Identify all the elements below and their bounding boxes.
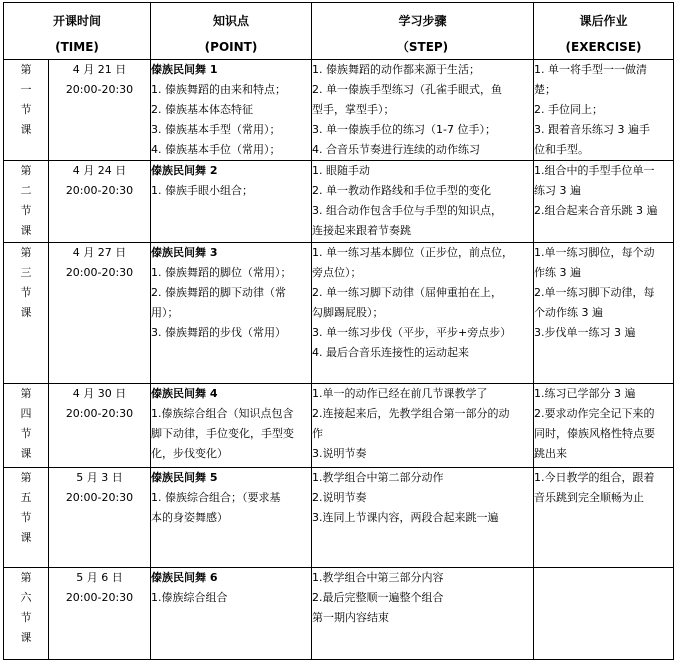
exercise-line: 同时，傣族风格性特点要 <box>534 427 656 440</box>
lesson-label <box>4 568 49 660</box>
lesson-label-char: 第 <box>20 387 32 400</box>
step-line: 勾脚踢屁股）； <box>312 306 384 319</box>
lesson-label <box>4 161 49 243</box>
lesson-date: 4 月 30 日 <box>72 387 127 400</box>
header-exercise-zh: 课后作业 <box>579 14 628 28</box>
lesson-label-char: 五 <box>20 491 32 504</box>
lesson-label <box>4 384 49 468</box>
point-cell <box>151 568 312 660</box>
header-step-en: （STEP) <box>396 40 449 54</box>
header-point <box>151 3 312 60</box>
lesson-label-char: 节 <box>20 286 32 299</box>
exercise-line: 2.要求动作完全记下来的 <box>534 407 655 420</box>
point-title: 傣族民间舞 3 <box>151 246 218 259</box>
lesson-label <box>4 468 49 568</box>
point-line: 用）； <box>151 306 179 319</box>
exercise-line: 2. 手位同上； <box>534 103 604 116</box>
schedule-table <box>3 2 674 660</box>
step-line: 2.说明节奏 <box>312 491 367 504</box>
point-line: 1. 傣族手眼小组合； <box>151 184 254 197</box>
lesson-label-char: 节 <box>20 427 32 440</box>
step-line: 1.单一的动作已经在前几节课教学了 <box>312 387 488 400</box>
exercise-line: 1. 单一将手型一一做清 <box>534 63 648 76</box>
step-line: 2. 单一练习脚下动律（屈伸重拍在上， <box>312 286 503 299</box>
exercise-line: 练习 3 遍 <box>534 184 582 197</box>
exercise-line: 2.组合起来合音乐跳 3 遍 <box>534 204 658 217</box>
lesson-time: 20:00-20:30 <box>65 83 134 96</box>
point-line: 3. 傣族基本手型（常用）； <box>151 123 281 136</box>
point-line: 1.傣族综合组合 <box>151 591 228 604</box>
point-line: 1. 傣族舞蹈的由来和特点； <box>151 83 287 96</box>
header-step-zh: 学习步骤 <box>398 14 447 28</box>
point-title: 傣族民间舞 6 <box>151 571 218 584</box>
step-line: 4. 合音乐节奏进行连续的动作练习 <box>312 143 481 156</box>
exercise-line: 1.今日教学的组合，跟着 <box>534 471 655 484</box>
point-line: 2. 傣族舞蹈的脚下动律（常 <box>151 286 287 299</box>
point-cell <box>151 384 312 468</box>
exercise-cell <box>534 161 674 243</box>
exercise-line: 个动作练 3 遍 <box>534 306 604 319</box>
step-line: 3. 组合动作包含手位与手型的知识点， <box>312 204 503 217</box>
lesson-label-char: 四 <box>20 407 32 420</box>
point-line: 1. 傣族综合组合；（要求基 <box>151 491 281 504</box>
lesson-label-char: 节 <box>20 611 32 624</box>
lesson-label <box>4 60 49 161</box>
header-row <box>4 3 674 60</box>
exercise-line: 1.组合中的手型手位单一 <box>534 164 655 177</box>
lesson-row <box>4 568 674 660</box>
point-cell <box>151 60 312 161</box>
lesson-time: 20:00-20:30 <box>65 266 134 279</box>
lesson-row <box>4 60 674 161</box>
lesson-label-char: 六 <box>20 591 32 604</box>
lesson-time: 20:00-20:30 <box>65 591 134 604</box>
point-cell <box>151 243 312 384</box>
lesson-row <box>4 243 674 384</box>
exercise-line: 1.单一练习脚位，每个动 <box>534 246 655 259</box>
lesson-label-char: 课 <box>20 531 32 544</box>
point-cell <box>151 468 312 568</box>
step-line: 2.连接起来后，先教学组合第一部分的动 <box>312 407 510 420</box>
step-cell <box>312 384 534 468</box>
step-line: 4. 最后合音乐连接性的运动起来 <box>312 346 470 359</box>
lesson-date: 4 月 21 日 <box>72 63 127 76</box>
lesson-date: 5 月 6 日 <box>76 571 123 584</box>
point-line: 2. 傣族基本体态特征 <box>151 103 254 116</box>
point-line: 1. 傣族舞蹈的脚位（常用）； <box>151 266 292 279</box>
exercise-cell <box>534 384 674 468</box>
lesson-row <box>4 161 674 243</box>
point-title: 傣族民间舞 5 <box>151 471 218 484</box>
lesson-label-char: 课 <box>20 447 32 460</box>
lesson-label-char: 第 <box>20 164 32 177</box>
header-point-en: (POINT) <box>204 40 258 54</box>
point-line: 4. 傣族基本手位（常用）； <box>151 143 281 156</box>
lesson-label <box>4 243 49 384</box>
lesson-label-char: 节 <box>20 103 32 116</box>
exercise-line: 1.练习已学部分 3 遍 <box>534 387 636 400</box>
lesson-label-char: 第 <box>20 63 32 76</box>
header-time-zh: 开课时间 <box>53 14 102 28</box>
step-line: 1.教学组合中第二部分动作 <box>312 471 444 484</box>
lesson-label-char: 第 <box>20 471 32 484</box>
exercise-line: 2.单一练习脚下动律，每 <box>534 286 655 299</box>
exercise-cell <box>534 568 674 660</box>
step-line: 型手，掌型手）； <box>312 103 395 116</box>
lesson-date: 5 月 3 日 <box>76 471 123 484</box>
step-line: 1.教学组合中第三部分内容 <box>312 571 444 584</box>
exercise-line: 楚； <box>534 83 557 96</box>
point-line: 3. 傣族舞蹈的步伐（常用） <box>151 326 287 339</box>
lesson-datetime <box>49 60 151 161</box>
point-title: 傣族民间舞 4 <box>151 387 218 400</box>
step-line: 1. 单一练习基本脚位（正步位，前点位， <box>312 246 514 259</box>
exercise-line: 音乐跳到完全顺畅为止 <box>534 491 645 504</box>
lesson-time: 20:00-20:30 <box>65 407 134 420</box>
lesson-label-char: 节 <box>20 511 32 524</box>
header-time-en: (TIME) <box>55 40 99 54</box>
exercise-line: 跳出来 <box>534 447 568 460</box>
lesson-datetime <box>49 243 151 384</box>
header-exercise <box>534 3 674 60</box>
exercise-cell <box>534 60 674 161</box>
step-cell <box>312 243 534 384</box>
lesson-time: 20:00-20:30 <box>65 491 134 504</box>
lesson-label-char: 课 <box>20 123 32 136</box>
step-line: 第一期内容结束 <box>312 611 390 624</box>
lesson-label-char: 课 <box>20 631 32 644</box>
step-line: 3. 单一傣族手位的练习（1-7 位手）； <box>312 123 496 136</box>
lesson-date: 4 月 24 日 <box>72 164 127 177</box>
lesson-label-char: 第 <box>20 571 32 584</box>
lesson-label-char: 课 <box>20 224 32 237</box>
schedule-body <box>4 60 674 660</box>
point-title: 傣族民间舞 2 <box>151 164 218 177</box>
step-cell <box>312 568 534 660</box>
step-line: 2.最后完整顺一遍整个组合 <box>312 591 444 604</box>
step-line: 3.说明节奏 <box>312 447 367 460</box>
exercise-cell <box>534 243 674 384</box>
exercise-line: 作练 3 遍 <box>534 266 582 279</box>
lesson-row <box>4 468 674 568</box>
lesson-datetime <box>49 384 151 468</box>
exercise-cell <box>534 468 674 568</box>
header-step <box>312 3 534 60</box>
point-line: 脚下动律，手位变化，手型变 <box>151 427 295 440</box>
step-cell <box>312 60 534 161</box>
lesson-datetime <box>49 161 151 243</box>
point-line: 本的身姿舞感） <box>151 511 229 524</box>
step-line: 2. 单一教动作路线和手位手型的变化 <box>312 184 492 197</box>
lesson-time: 20:00-20:30 <box>65 184 134 197</box>
step-line: 3.连同上节课内容，两段合起来跳一遍 <box>312 511 499 524</box>
step-line: 2. 单一傣族手型练习（孔雀手眼式，鱼 <box>312 83 503 96</box>
header-exercise-en: (EXERCISE) <box>565 40 642 54</box>
step-line: 3. 单一练习步伐（平步，平步+旁点步） <box>312 326 512 339</box>
exercise-line: 位和手型。 <box>534 143 590 156</box>
lesson-label-char: 三 <box>20 266 32 279</box>
header-time <box>4 3 151 60</box>
step-line: 1. 眼随手动 <box>312 164 371 177</box>
lesson-date: 4 月 27 日 <box>72 246 127 259</box>
lesson-label-char: 二 <box>20 184 32 197</box>
point-line: 化，步伐变化） <box>151 447 229 460</box>
step-line: 连接起来跟着节奏跳 <box>312 224 412 237</box>
step-line: 作 <box>312 427 324 440</box>
exercise-line: 3.步伐单一练习 3 遍 <box>534 326 636 339</box>
lesson-datetime <box>49 468 151 568</box>
lesson-datetime <box>49 568 151 660</box>
point-cell <box>151 161 312 243</box>
lesson-label-char: 一 <box>20 83 32 96</box>
lesson-row <box>4 384 674 468</box>
lesson-label-char: 第 <box>20 246 32 259</box>
exercise-line: 3. 跟着音乐练习 3 遍手 <box>534 123 650 136</box>
lesson-label-char: 节 <box>20 204 32 217</box>
step-line: 1. 傣族舞蹈的动作都来源于生活； <box>312 63 481 76</box>
header-point-zh: 知识点 <box>213 14 250 28</box>
step-cell <box>312 468 534 568</box>
point-title: 傣族民间舞 1 <box>151 63 218 76</box>
step-cell <box>312 161 534 243</box>
step-line: 旁点位）； <box>312 266 362 279</box>
lesson-label-char: 课 <box>20 306 32 319</box>
point-line: 1.傣族综合组合（知识点包含 <box>151 407 294 420</box>
